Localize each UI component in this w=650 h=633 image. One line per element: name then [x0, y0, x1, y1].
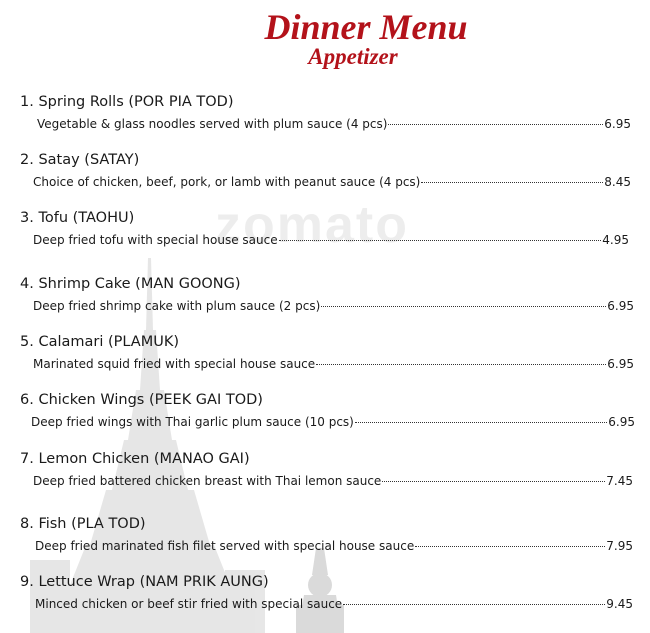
item-line	[33, 299, 634, 315]
menu-title: Dinner Menu	[264, 7, 468, 47]
item-name: 6. Chicken Wings (PEEK GAI TOD)	[20, 392, 263, 408]
leader-dots	[321, 296, 606, 307]
item-price: 6.95	[607, 299, 634, 313]
leader-dots	[316, 354, 606, 365]
item-price: 6.95	[608, 415, 635, 429]
leader-dots	[382, 471, 605, 482]
item-description: Deep fried tofu with special house sauce	[33, 233, 278, 247]
item-description: Choice of chicken, beef, pork, or lamb with peanut sauce (4 pcs)	[33, 175, 421, 189]
item-name: 2. Satay (SATAY)	[20, 152, 140, 168]
item-name: 3. Tofu (TAOHU)	[20, 210, 135, 226]
leader-dots	[421, 172, 603, 183]
item-line	[31, 415, 635, 431]
item-price: 8.45	[604, 175, 631, 189]
item-line	[35, 539, 633, 555]
item-description: Vegetable & glass noodles served with plum sauce (4 pcs)	[37, 117, 388, 131]
item-description: Deep fried wings with Thai garlic plum sauce (10 pcs)	[31, 415, 354, 429]
watermark-text: zomato	[215, 196, 409, 254]
item-price: 4.95	[602, 233, 629, 247]
leader-dots	[388, 114, 603, 125]
item-name: 8. Fish (PLA TOD)	[20, 516, 146, 532]
item-name: 4. Shrimp Cake (MAN GOONG)	[20, 276, 241, 292]
item-price: 9.45	[606, 597, 633, 611]
leader-dots	[415, 536, 605, 547]
item-description: Deep fried marinated fish filet served with special house sauce	[35, 539, 415, 553]
item-price: 7.95	[606, 539, 633, 553]
item-price: 6.95	[604, 117, 631, 131]
item-description: Deep fried shrimp cake with plum sauce (2 pcs)	[33, 299, 321, 313]
item-price: 6.95	[607, 357, 634, 371]
item-line	[33, 474, 633, 490]
item-name: 1. Spring Rolls (POR PIA TOD)	[20, 94, 234, 110]
item-name: 7. Lemon Chicken (MANAO GAI)	[20, 451, 250, 467]
item-description: Minced chicken or beef stir fried with special sauce	[35, 597, 343, 611]
item-description: Marinated squid fried with special house sauce	[33, 357, 316, 371]
item-line	[33, 357, 634, 373]
item-price: 7.45	[606, 474, 633, 488]
item-line	[35, 597, 633, 613]
item-line	[33, 175, 631, 191]
item-line	[37, 117, 631, 133]
item-name: 5. Calamari (PLAMUK)	[20, 334, 179, 350]
item-name: 9. Lettuce Wrap (NAM PRIK AUNG)	[20, 574, 269, 590]
leader-dots	[279, 230, 602, 241]
section-title: Appetizer	[308, 44, 398, 69]
item-description: Deep fried battered chicken breast with Thai lemon sauce	[33, 474, 382, 488]
leader-dots	[355, 412, 607, 423]
item-line	[33, 233, 629, 249]
leader-dots	[343, 594, 605, 605]
